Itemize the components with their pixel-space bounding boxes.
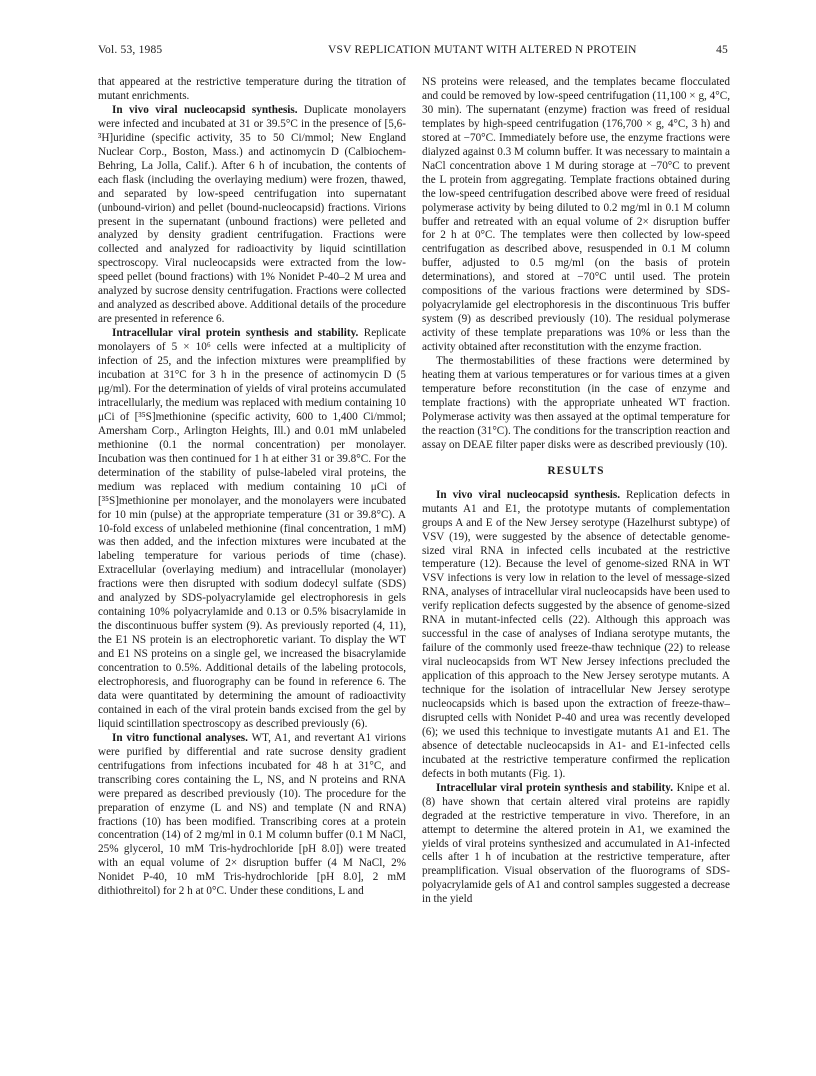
paragraph <box>98 732 406 899</box>
paragraph-text: Knipe et al. (8) have shown that certain altered viral proteins are rapidly degraded at the restrictive temperature in vivo. Therefore, in an attempt to determine the altered protein in A1, we examined the yields of viral proteins synthesized and accumulated in A1-infected cells after 1 h of incubation at the restrictive temperature, after preamplification. Visual observation of the fluorograms of SDS-polyacrylamide gels of A1 and control samples suggested a decrease in the yield <box>422 781 730 906</box>
paragraph: The thermostabilities of these fractions were determined by heating them at various temperatures or for various times at a given temperature before reconstitution (in the case of enzyme and template fractions) with the appropriate unheated WT fraction. Polymerase activity was then assayed at the optimal temperature for the reaction (31°C). The conditions for the transcription reaction and assay on DEAE filter paper disks were as described previously (10). <box>422 355 730 451</box>
right-column <box>422 76 730 907</box>
run-in-heading: Intracellular viral protein synthesis and stability. <box>436 781 674 794</box>
run-in-heading: Intracellular viral protein synthesis and stability. <box>112 327 359 340</box>
run-in-heading: In vitro functional analyses. <box>112 731 248 744</box>
running-header <box>98 44 728 60</box>
paragraph: that appeared at the restrictive temperature during the titration of mutant enrichments. <box>98 76 406 102</box>
paragraph-text: Duplicate monolayers were infected and incubated at 31 or 39.5°C in the presence of [5,6-³H]uridine (specific activity, 35 to 50 Ci/mmol; New England Nuclear Corp., Boston, Mass.) and actinomycin D (Calbiochem-Behring, La Jolla, Calif.). After 6 h of incubation, the contents of each flask (including the overlaying medium) were frozen, thawed, and separated by low-speed centrifugation into supernatant (unbound-virion) and pellet (bound-nucleocapsid) fractions. Virions present in the supernatant (unbound fractions) were pelleted and analyzed by density gradient centrifugation. Fractions were collected and analyzed for radioactivity by liquid scintillation spectroscopy. Viral nucleocapsids were extracted from the low-speed pellet (bound fractions) with 1% Nonidet P-40–2 M urea and analyzed by sucrose density centrifugation. Fractions were collected and analyzed as described above. Additional details of the procedure are presented in reference 6. <box>98 103 406 326</box>
paragraph <box>422 782 730 908</box>
left-column <box>98 76 406 899</box>
volume-label: Vol. 53, 1985 <box>98 44 163 56</box>
run-in-heading: In vivo viral nucleocapsid synthesis. <box>112 103 298 116</box>
paragraph: NS proteins were released, and the templates became flocculated and could be removed by low-speed centrifugation (11,100 × g, 4°C, 30 min). The supernatant (enzyme) fraction was freed of residual templates by high-speed centrifugation (176,700 × g, 4°C, 3 h) and stored at −70°C. Immediately before use, the enzyme fractions were dialyzed against 0.3 M column buffer. It was necessary to maintain a NaCl concentration above 1 M during storage at −70°C to prevent the L protein from aggregating. Template fractions obtained during the low-speed centrifugation described above were freed of residual polymerase activity by being diluted to 0.2 mg/ml in 0.1 M column buffer and retreated with an equal volume of 2× disruption buffer for 2 h at 0°C. The templates were then collected by low-speed centrifugation as described above, resuspended in 0.1 M column buffer, adjusted to 0.5 mg/ml (on the basis of protein determinations), and stored at −70°C until used. The protein compositions of the various fractions were determined by SDS-polyacrylamide gel electrophoresis in the discontinuous Tris buffer system (9) as described previously (10). The residual polymerase activity of these template preparations was 10% or less than the activity obtained after reconstitution with the enzyme fraction. <box>422 76 730 354</box>
paragraph-text: Replicate monolayers of 5 × 10⁶ cells were infected at a multiplicity of infection of 25, and the infection mixtures were preamplified by incubation at 31°C for 3 h in the presence of actinomycin D (5 μg/ml). For the determination of yields of viral proteins accumulated intracellularly, the medium was replaced with medium containing 10 μCi of [³⁵S]methionine (specific activity, 600 to 1,400 Ci/mmol; Amersham Corp., Arlington Heights, Ill.) and 0.01 mM unlabeled methionine (0.1 the normal concentration) per monolayer. Incubation was then continued for 1 h at either 31 or 39.8°C. For the determination of the stability of pulse-labeled viral proteins, the medium was replaced with medium containing 10 μCi of [³⁵S]methionine per monolayer, and the monolayers were incubated for 10 min (pulse) at the appropriate temperature (31 or 39.8°C). A 10-fold excess of unlabeled methionine (final concentration, 1 mM) was then added, and the infection mixtures were incubated at the labeling temperature for various periods of time (chase). Extracellular (overlaying medium) and intracellular (monolayer) fractions were then disrupted with sodium dodecyl sulfate (SDS) and analyzed by SDS-polyacrylamide gel electrophoresis in gels containing 10% polyacrylamide and 0.13 or 0.5% bisacrylamide in the discontinuous buffer system (9). As previously reported (4, 11), the E1 NS protein is an electrophoretic variant. To display the WT and E1 NS proteins on a single gel, we increased the bisacrylamide concentration to 0.5%. Additional details of the labeling protocols, electrophoresis, and fluorography can be found in reference 6. The data were quantitated by determining the amount of radioactivity contained in each of the viral protein bands excised from the gel by liquid scintillation spectroscopy as described previously (6). <box>98 327 406 730</box>
paragraph-text: Replication defects in mutants A1 and E1, the prototype mutants of complementation groups A and E of the New Jersey serotype (Hazelhurst subtype) of VSV (19), were suggested by the absence of detectable genome-sized viral RNA in infected cells incubated at the restrictive temperature (12). Because the level of genome-sized RNA in WT VSV infections is very low in relation to the level of message-sized RNA, analyses of intracellular viral nucleocapsids have been used to verify replication defects suggested by the absence of genome-sized RNA in mutant-infected cells (22). Although this approach was successful in the case of analyses of Indiana serotype mutants, the failure of the commonly used freeze-thaw technique (22) to release viral nucleocapsids from WT New Jersey infections precluded the application of this approach to the New Jersey serotype mutants. A technique for the isolation of intracellular New Jersey serotype nucleocapsids which is based upon the extraction of freeze-thaw–disrupted cells with Nonidet P-40 and urea was recently developed (6); we used this technique to investigate mutants A1 and E1. The absence of detectable nucleocapsids in A1- and E1-infected cells incubated at the restrictive temperature confirmed the replication defects in both mutants (Fig. 1). <box>422 488 731 780</box>
page-number: 45 <box>716 44 728 56</box>
section-title-results: RESULTS <box>547 464 605 477</box>
paragraph-text: WT, A1, and revertant A1 virions were purified by differential and rate sucrose density gradient centrifugations from infections incubated for 48 h at 31°C, and transcribing cores containing the L, NS, and N proteins and RNA were prepared as described previously (10). The procedure for the preparation of enzyme (L and NS) and template (N and RNA) fractions (10) has been modified. Transcribing cores at a protein concentration (14) of 2 mg/ml in 0.1 M column buffer (0.1 M NaCl, 25% glycerol, 10 mM Tris-hydrochloride [pH 8.0]) were treated with an equal volume of 2× disruption buffer (4 M NaCl, 2% Nonidet P-40, 10 mM Tris-hydrochloride [pH 8.0], 2 mM dithiothreitol) for 2 h at 0°C. Under these conditions, L and <box>98 731 406 898</box>
paragraph <box>98 104 406 327</box>
paragraph <box>422 489 730 782</box>
paragraph <box>98 327 406 732</box>
running-title: VSV REPLICATION MUTANT WITH ALTERED N PROTEIN <box>328 44 637 56</box>
run-in-heading: In vivo viral nucleocapsid synthesis. <box>436 488 621 501</box>
